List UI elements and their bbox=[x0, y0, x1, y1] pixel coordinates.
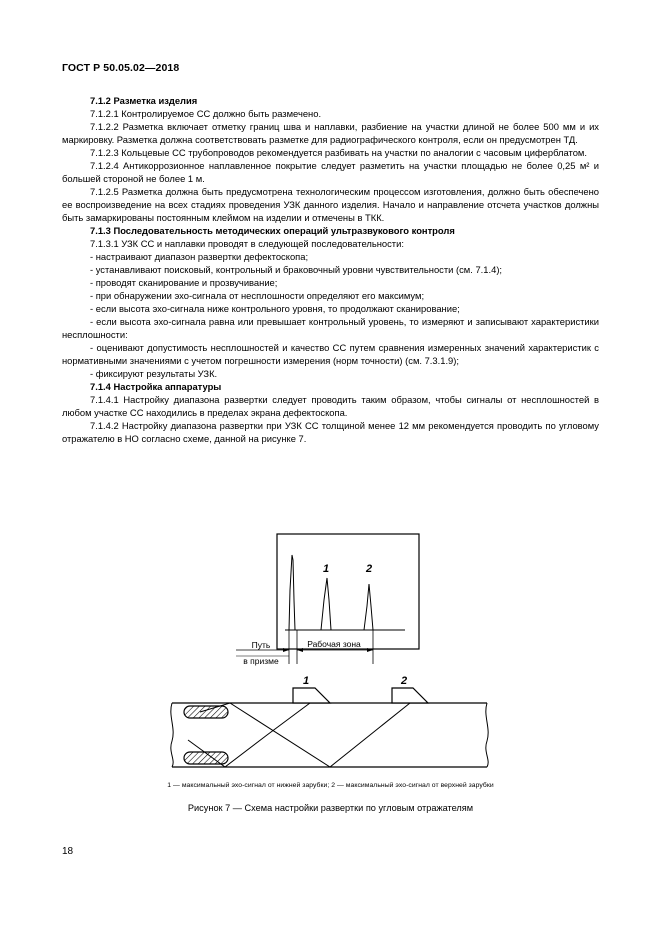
probe-2 bbox=[392, 688, 428, 703]
paragraph: 7.1.2.4 Антикоррозионное наплавленное покрытие следует разметить на участки площадью не более 0,25 м² и большей стороной не более 1 м. bbox=[62, 160, 599, 184]
figure-caption: Рисунок 7 — Схема настройки развертки по угловым отражателям bbox=[187, 803, 474, 813]
paragraph: 7.1.2.1 Контролируемое СС должно быть размечено. bbox=[90, 108, 322, 119]
paragraph: 7.1.4.1 Настройку диапазона развертки следует проводить таким образом, чтобы сигналы от несплошностей в любом участке СС находились в пределах экрана дефектоскопа. bbox=[62, 394, 599, 418]
echo-peak-2-label: 2 bbox=[365, 563, 373, 575]
probe-2-label: 2 bbox=[400, 675, 408, 687]
figure-note: 1 — максимальный эхо-сигнал от нижней зарубки; 2 — максимальный эхо-сигнал от верхней зарубки bbox=[167, 782, 494, 789]
path-label-line1: Путь bbox=[251, 640, 271, 650]
defectoscope-screen bbox=[277, 534, 419, 649]
list-item: - проводят сканирование и прозвучивание; bbox=[90, 277, 278, 288]
beam-path-probe-2 bbox=[200, 703, 410, 767]
list-item: - устанавливают поисковый, контрольный и браковочный уровни чувствительности (см. 7.1.4); bbox=[90, 264, 503, 275]
section-heading-7-1-2: 7.1.2 Разметка изделия bbox=[90, 95, 198, 106]
list-item: - фиксируют результаты УЗК. bbox=[90, 368, 218, 379]
echo-peak-2 bbox=[364, 584, 373, 630]
paragraph: 7.1.3.1 УЗК СС и наплавки проводят в следующей последовательности: bbox=[90, 238, 404, 249]
initial-pulse-peak bbox=[289, 555, 295, 630]
paragraph: 7.1.4.2 Настройку диапазона развертки при УЗК СС толщиной менее 12 мм рекомендуется проводить по угловому отражателю в НО согласно схеме, данной на рисунке 7. bbox=[62, 420, 599, 444]
paragraph: 7.1.2.5 Разметка должна быть предусмотрена технологическим процессом изготовления, должно быть обеспечено ее воспроизведение на всех стадиях проведения УЗК данного изделия. Начало и направление отсчета участков должны быть замаркированы постоянным клеймом на изделии и отмечены в ТКК. bbox=[62, 186, 599, 223]
lower-notch-reflector bbox=[184, 752, 228, 764]
list-item: - если высота эхо-сигнала ниже контрольного уровня, то продолжают сканирование; bbox=[90, 303, 460, 314]
echo-peak-1-label: 1 bbox=[322, 563, 330, 575]
list-item: - настраивают диапазон развертки дефектоскопа; bbox=[90, 251, 309, 262]
document-header: ГОСТ Р 50.05.02—2018 bbox=[62, 62, 180, 74]
paragraph: 7.1.2.3 Кольцевые СС трубопроводов рекомендуется разбивать на участки по аналогии с часовым циферблатом. bbox=[90, 147, 587, 158]
list-item: - при обнаружении эхо-сигнала от несплошности определяют его максимум; bbox=[90, 290, 425, 301]
echo-peak-1 bbox=[321, 578, 331, 630]
upper-notch-reflector bbox=[184, 706, 228, 718]
block-right-break bbox=[486, 703, 488, 767]
probe-1 bbox=[293, 688, 330, 703]
work-zone-label: Рабочая зона bbox=[307, 639, 361, 649]
section-heading-7-1-4: 7.1.4 Настройка аппаратуры bbox=[90, 381, 222, 392]
section-heading-7-1-3: 7.1.3 Последовательность методических операций ультразвукового контроля bbox=[90, 225, 455, 236]
list-item: - если высота эхо-сигнала равна или превышает контрольный уровень, то измеряют и записывают характеристики несплошности: bbox=[62, 316, 599, 340]
path-label-line2: в призме bbox=[243, 656, 279, 666]
page-number: 18 bbox=[62, 846, 74, 857]
probe-1-label: 1 bbox=[302, 675, 310, 687]
paragraph: 7.1.2.2 Разметка включает отметку границ шва и наплавки, разбиение на участки длиной не более 500 мм и их маркировку. Разметка должна соответствовать разметке для радиографического контроля, если он предусмотрен ТД. bbox=[62, 121, 599, 145]
block-left-break bbox=[171, 703, 173, 767]
list-item: - оценивают допустимость несплошностей и качество СС путем сравнения измеренных значений характеристик с нормативными значениями с учетом погрешности измерения (норм точности) (см. 7.3.1.9); bbox=[62, 342, 599, 366]
